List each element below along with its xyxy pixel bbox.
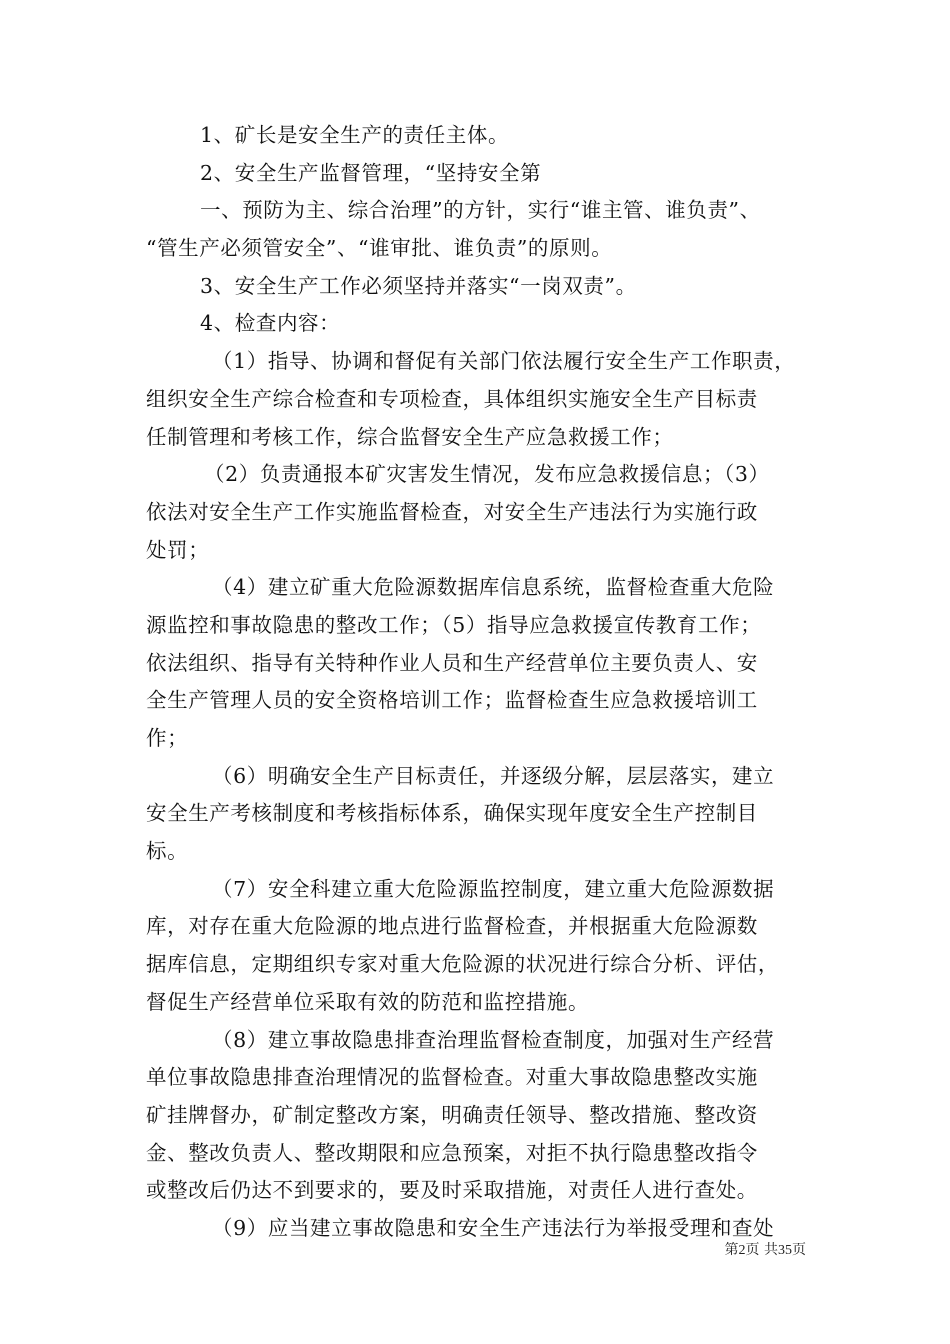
text-line: 标。 — [146, 839, 189, 864]
text-line: 矿挂牌督办，矿制定整改方案，明确责任领导、整改措施、整改资 — [146, 1102, 758, 1127]
page-footer — [0, 1241, 806, 1260]
text-line: （8）建立事故隐患排查治理监督检查制度，加强对生产经营 — [212, 1027, 775, 1052]
footer-suffix: 页 — [792, 1242, 806, 1258]
text-line: 或整改后仍达不到要求的，要及时采取措施，对责任人进行查处。 — [146, 1178, 758, 1203]
text-line: 库，对存在重大危险源的地点进行监督检查，并根据重大危险源数 — [146, 914, 758, 939]
text-line: 2、安全生产监督管理，“坚持安全第 — [200, 160, 542, 185]
text-line: 单位事故隐患排查治理情况的监督检查。对重大事故隐患整改实施 — [146, 1065, 758, 1090]
text-line: “管生产必须管安全”、“谁审批、谁负责”的原则。 — [146, 236, 613, 261]
text-line: （9）应当建立事故隐患和安全生产违法行为举报受理和查处 — [212, 1215, 775, 1240]
text-line: 依法对安全生产工作实施监督检查，对安全生产违法行为实施行政 — [146, 499, 758, 524]
text-line: 3、安全生产工作必须坚持并落实“一岗双责”。 — [200, 273, 637, 298]
text-line: （7）安全科建立重大危险源监控制度，建立重大危险源数据 — [212, 876, 775, 901]
text-line: 作； — [146, 726, 189, 750]
text-line: （2）负责通报本矿灾害发生情况，发布应急救援信息；（3） — [204, 462, 770, 487]
text-line: 一、预防为主、综合治理”的方针，实行“谁主管、谁负责”、 — [200, 198, 761, 223]
text-line: 组织安全生产综合检查和专项检查，具体组织实施安全生产目标责 — [146, 386, 758, 411]
text-line: 源监控和事故隐患的整改工作；（5）指导应急救援宣传教育工作； — [146, 612, 762, 637]
text-line: 依法组织、指导有关特种作业人员和生产经营单位主要负责人、安 — [146, 650, 758, 675]
text-line: 1、矿长是安全生产的责任主体。 — [200, 123, 510, 147]
body-text — [146, 117, 810, 1248]
footer-middle: 页 共 — [745, 1242, 778, 1258]
text-line: 4、检查内容： — [200, 311, 341, 336]
footer-prefix: 第 — [724, 1242, 739, 1258]
text-line: 据库信息，定期组织专家对重大危险源的状况进行综合分析、评估， — [146, 952, 779, 977]
text-line: 督促生产经营单位采取有效的防范和监控措施。 — [146, 989, 590, 1014]
text-line: （6）明确安全生产目标责任，并逐级分解，层层落实，建立 — [212, 763, 775, 788]
text-line: 任制管理和考核工作，综合监督安全生产应急救援工作； — [146, 424, 674, 449]
text-line: 全生产管理人员的安全资格培训工作；监督检查生应急救援培训工 — [146, 688, 758, 713]
text-line: （4）建立矿重大危险源数据库信息系统，监督检查重大危险 — [212, 575, 775, 600]
text-line: 处罚； — [146, 537, 210, 562]
text-line: （1）指导、协调和督促有关部门依法履行安全生产工作职责， — [212, 349, 796, 374]
footer-page-number: 2 — [738, 1243, 746, 1258]
text-line: 金、整改负责人、整改期限和应急预案，对拒不执行隐患整改指令 — [146, 1140, 758, 1165]
footer-total-pages: 35 — [778, 1243, 792, 1258]
text-line: 安全生产考核制度和考核指标体系，确保实现年度安全生产控制目 — [146, 801, 758, 826]
